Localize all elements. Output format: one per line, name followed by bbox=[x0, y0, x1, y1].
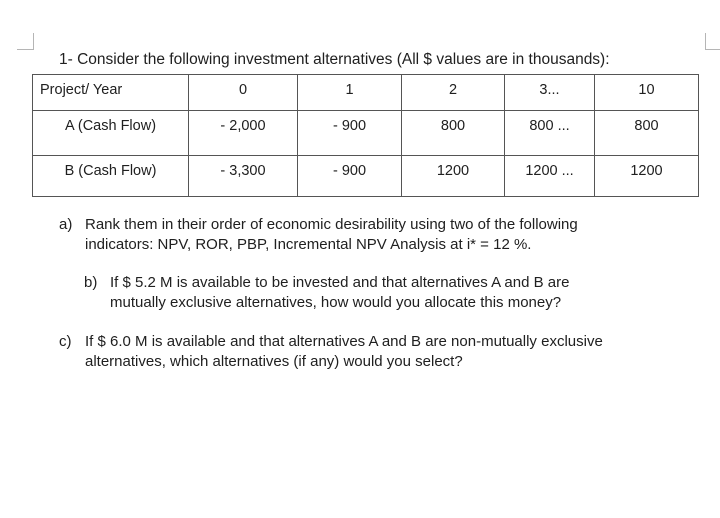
table-cell: 800 bbox=[402, 111, 505, 156]
part-c-marker: c) bbox=[59, 333, 72, 350]
page-corner-mark-right bbox=[705, 33, 720, 50]
header-cell-year-10: 10 bbox=[595, 75, 699, 111]
header-cell-year-2: 2 bbox=[402, 75, 505, 111]
table-row bbox=[33, 156, 699, 197]
table-cell: 800 ... bbox=[505, 111, 595, 156]
table-cell: 1200 ... bbox=[505, 156, 595, 197]
header-cell-project-year: Project/ Year bbox=[33, 75, 189, 111]
part-a-marker: a) bbox=[59, 216, 73, 233]
table-cell: - 3,300 bbox=[189, 156, 298, 197]
table-cell: 1200 bbox=[595, 156, 699, 197]
part-c-line-1: If $ 6.0 M is available and that alternatives A and B are non-mutually exclusive bbox=[85, 333, 603, 350]
table-header-row bbox=[33, 75, 699, 111]
part-c-line-2: alternatives, which alternatives (if any) would you select? bbox=[85, 353, 463, 370]
header-cell-year-1: 1 bbox=[298, 75, 402, 111]
table-cell: - 900 bbox=[298, 156, 402, 197]
part-a-line-2: indicators: NPV, ROR, PBP, Incremental NPV Analysis at i* = 12 %. bbox=[85, 236, 532, 253]
part-b-marker: b) bbox=[84, 274, 98, 291]
row-label-b: B (Cash Flow) bbox=[33, 156, 189, 197]
table-row bbox=[33, 111, 699, 156]
part-b-line-2: mutually exclusive alternatives, how would you allocate this money? bbox=[110, 294, 562, 311]
table-cell: - 2,000 bbox=[189, 111, 298, 156]
page-corner-mark-left bbox=[17, 33, 34, 50]
table-cell: - 900 bbox=[298, 111, 402, 156]
question-heading: 1- Consider the following investment alternatives (All $ values are in thousands): bbox=[59, 51, 610, 68]
cash-flow-table bbox=[32, 74, 699, 197]
part-b-line-1: If $ 5.2 M is available to be invested and that alternatives A and B are bbox=[110, 274, 570, 291]
part-a-line-1: Rank them in their order of economic desirability using two of the following bbox=[85, 216, 578, 233]
table-cell: 800 bbox=[595, 111, 699, 156]
header-cell-year-0: 0 bbox=[189, 75, 298, 111]
header-cell-year-3: 3... bbox=[505, 75, 595, 111]
table-cell: 1200 bbox=[402, 156, 505, 197]
row-label-a: A (Cash Flow) bbox=[33, 111, 189, 156]
